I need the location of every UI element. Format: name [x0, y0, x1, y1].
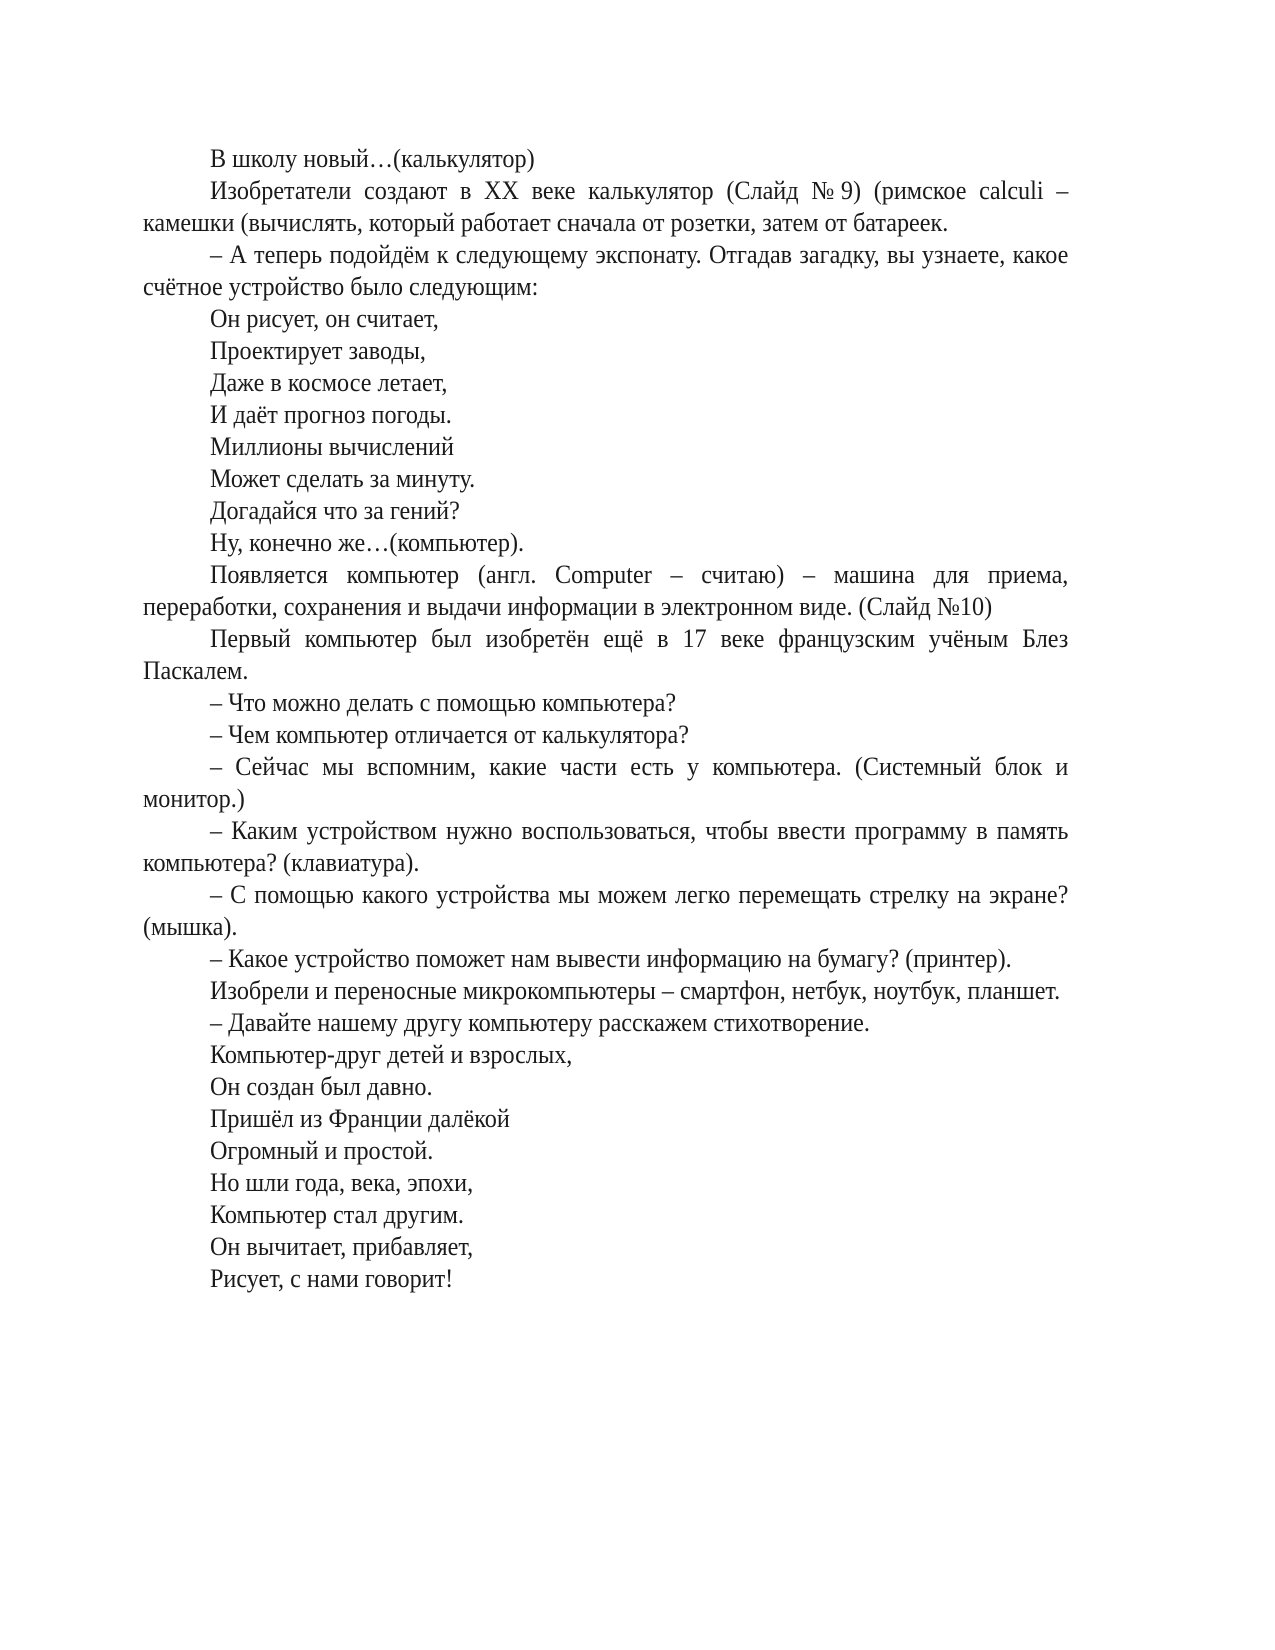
riddle-answer-line: В школу новый…(калькулятор)	[209, 144, 535, 173]
question-line: – Чем компьютер отличается от калькулятора?	[209, 720, 689, 749]
riddle-line: Может сделать за минуту.	[209, 464, 476, 493]
document-page	[143, 143, 1069, 1295]
paragraph-next-exhibit: – А теперь подойдём к следующему экспонату. Отгадав загадку, вы узнаете, какое счётное устройство было следующим:	[143, 240, 1069, 301]
paragraph-first-computer: Первый компьютер был изобретён ещё в 17 веке французским учёным Блез Паскалем.	[143, 624, 1069, 685]
paragraph-calculator: Изобретатели создают в XX веке калькулятор (Слайд №9) (римское calculi – камешки (вычислять, который работает сначала от розетки, затем от батареек.	[143, 176, 1069, 237]
poem-line: Но шли года, века, эпохи,	[209, 1168, 474, 1197]
paragraph-poem-intro: – Давайте нашему другу компьютеру расскажем стихотворение.	[209, 1008, 870, 1037]
paragraph-computer-definition: Появляется компьютер (англ. Computer – считаю) – машина для приема, переработки, сохранения и выдачи информации в электронном виде. (Слайд №10)	[143, 560, 1069, 621]
riddle-line: Догадайся что за гений?	[209, 496, 460, 525]
document-body	[143, 143, 1068, 1295]
question-line: – Что можно делать с помощью компьютера?	[209, 688, 677, 717]
riddle-line: Проектирует заводы,	[209, 336, 426, 365]
poem-line: Он создан был давно.	[209, 1072, 433, 1101]
question-line: – Сейчас мы вспомним, какие части есть у компьютера. (Системный блок и монитор.)	[143, 752, 1069, 813]
riddle-line: Даже в космосе летает,	[209, 368, 448, 397]
paragraph-microcomputers: Изобрели и переносные микрокомпьютеры – смартфон, нетбук, ноутбук, планшет.	[209, 976, 1061, 1005]
question-line: – С помощью какого устройства мы можем легко перемещать стрелку на экране? (мышка).	[143, 880, 1069, 941]
poem-line: Рисует, с нами говорит!	[209, 1264, 454, 1293]
poem-line: Пришёл из Франции далёкой	[209, 1104, 510, 1133]
question-line: – Каким устройством нужно воспользоваться, чтобы ввести программу в память компьютера? (клавиатура).	[143, 816, 1069, 877]
poem-line: Он вычитает, прибавляет,	[209, 1232, 474, 1261]
riddle-line: Он рисует, он считает,	[209, 304, 439, 333]
poem-line: Компьютер-друг детей и взрослых,	[209, 1040, 573, 1069]
question-line: – Какое устройство поможет нам вывести информацию на бумагу? (принтер).	[209, 944, 1012, 973]
riddle-line: Ну, конечно же…(компьютер).	[209, 528, 525, 557]
riddle-line: И даёт прогноз погоды.	[209, 400, 452, 429]
riddle-line: Миллионы вычислений	[209, 432, 454, 461]
poem-line: Огромный и простой.	[209, 1136, 434, 1165]
poem-line: Компьютер стал другим.	[209, 1200, 464, 1229]
